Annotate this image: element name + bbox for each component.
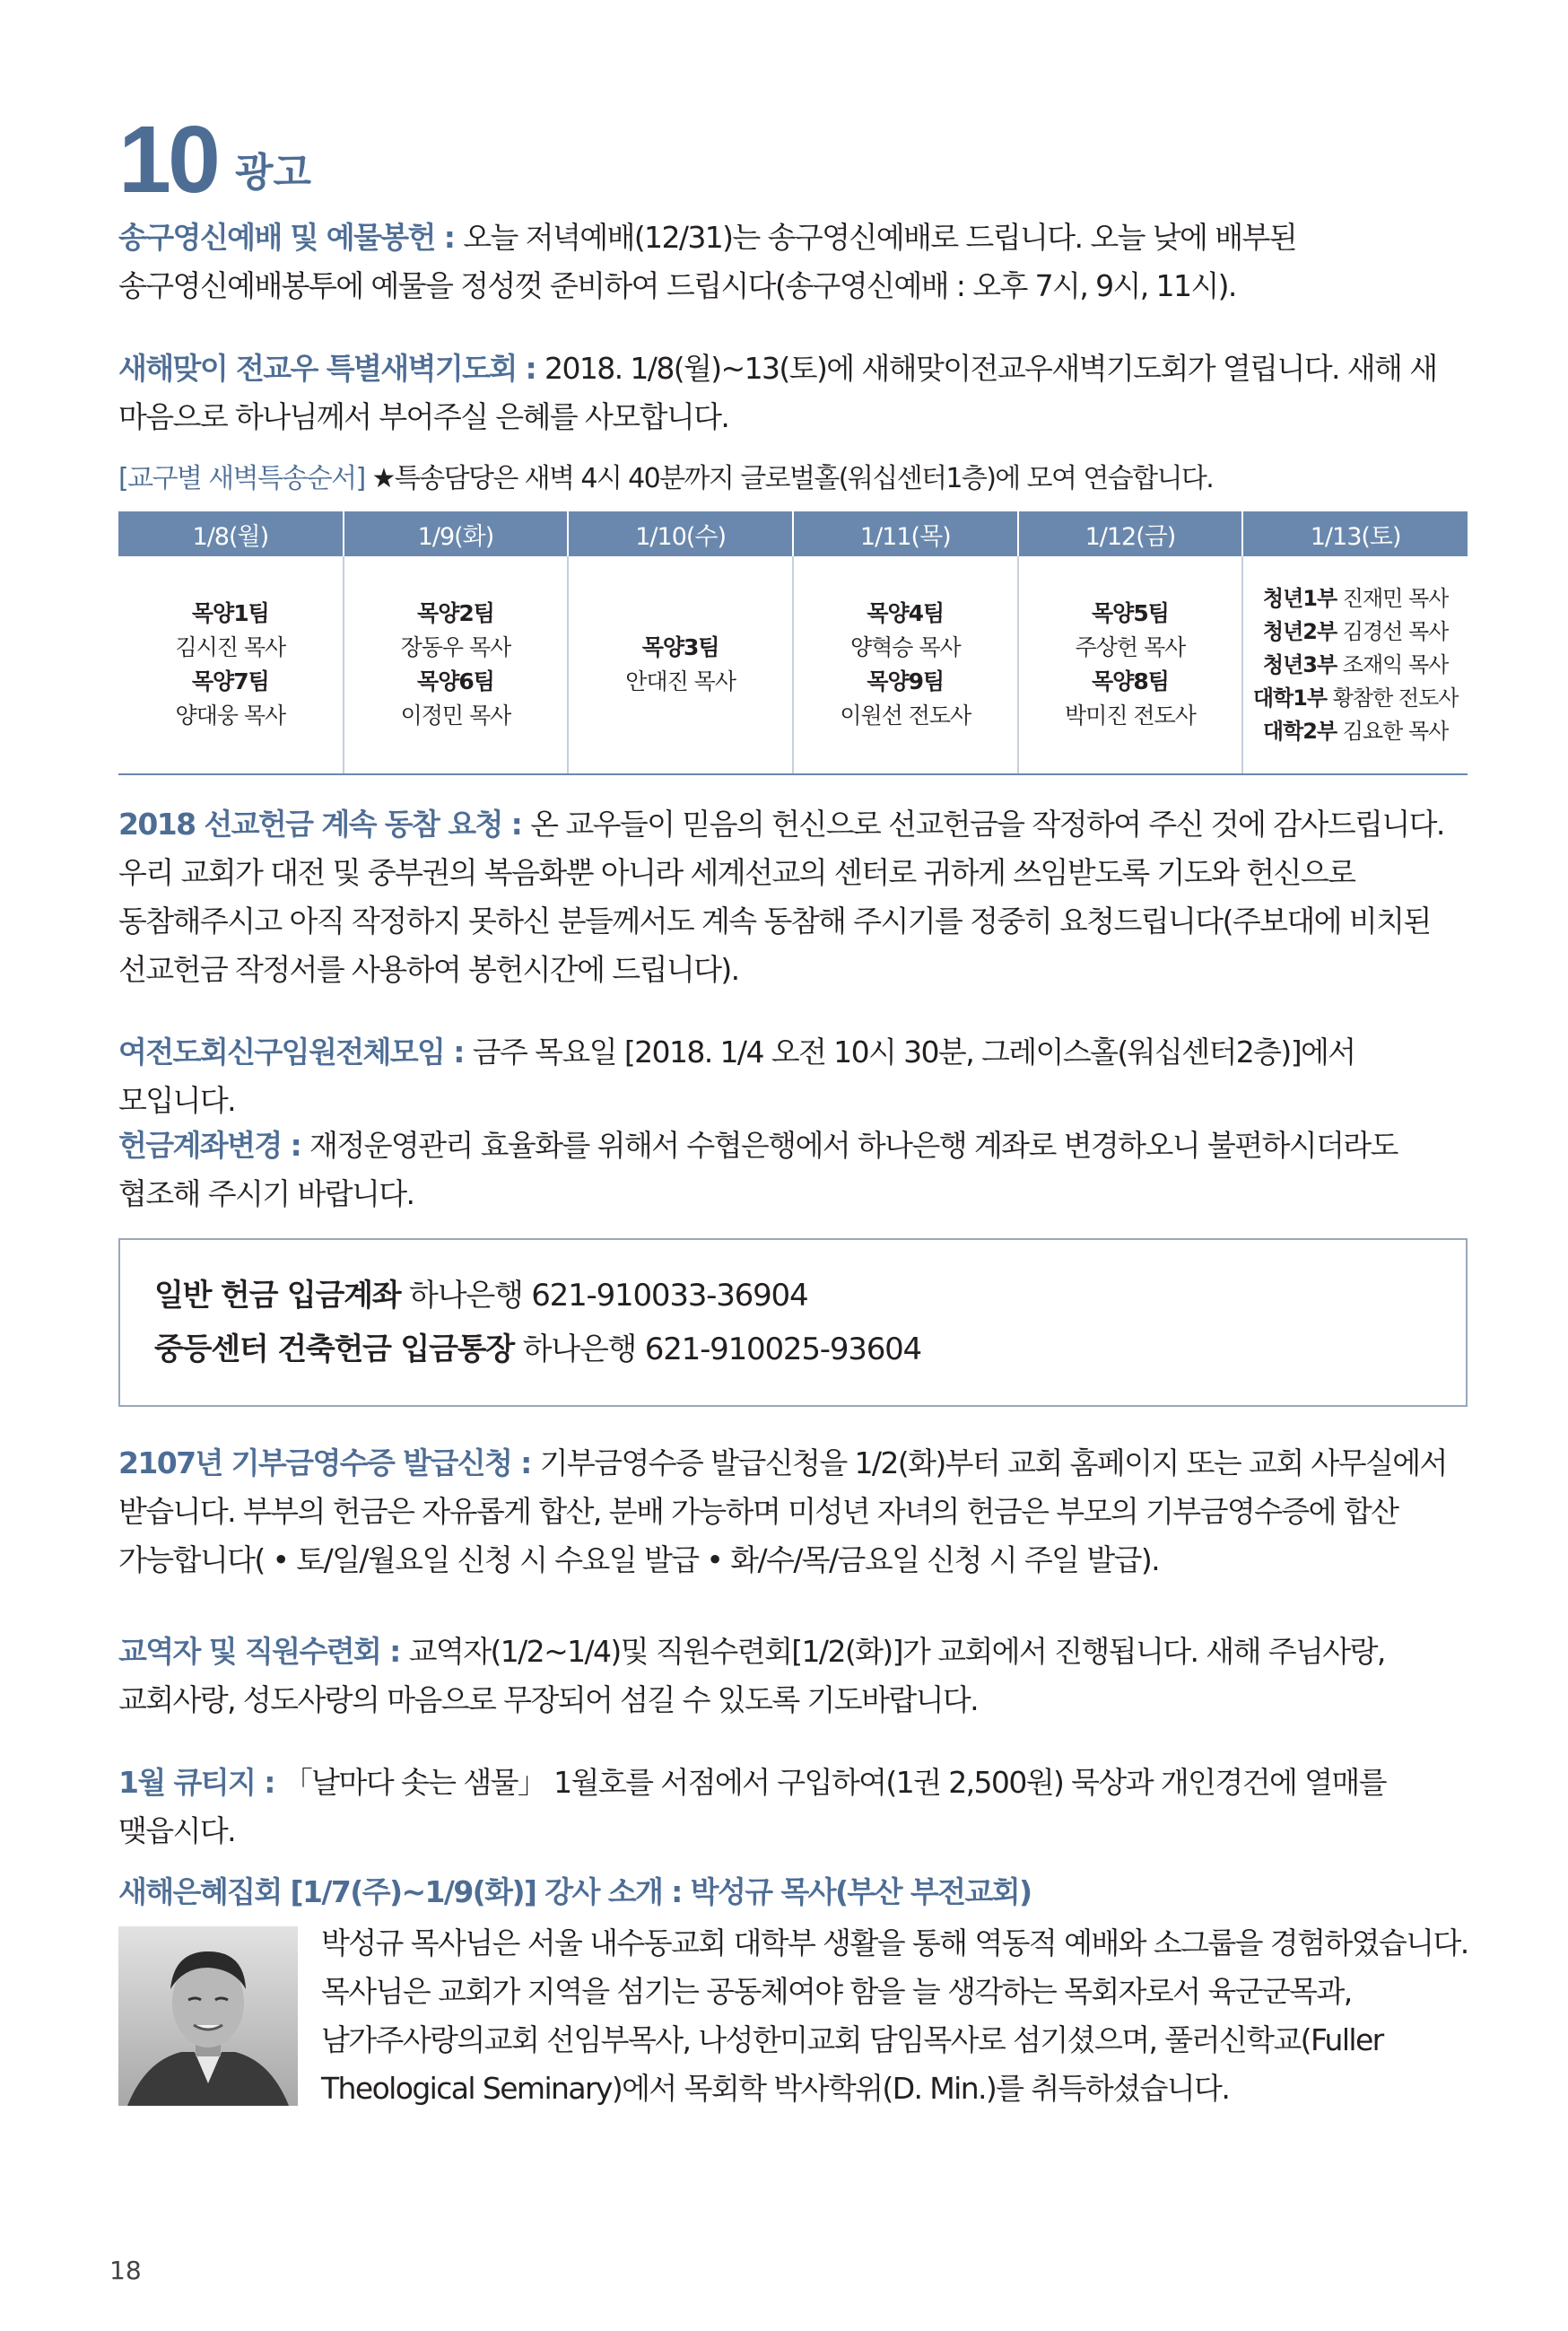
notice-text: 2018. 1/8(월)~13(토)에 새해맞이전교우새벽기도회가 열립니다. 새해 새 마음으로 하나님께서 부어주실 은혜를 사모합니다. bbox=[118, 351, 1437, 434]
speaker-photo bbox=[118, 1926, 298, 2106]
dawn-special-song-note bbox=[118, 456, 1213, 495]
pastor-name: 진재민 목사 bbox=[1337, 585, 1449, 611]
notice-women-mission-meeting bbox=[118, 1028, 1471, 1125]
section-title: 광고 bbox=[235, 150, 312, 196]
speaker-portrait-image bbox=[118, 1926, 298, 2106]
pastor-name: 박미진 전도사 bbox=[1065, 703, 1196, 729]
team-name: 목양8팀 bbox=[1092, 668, 1169, 694]
account-label: 일반 헌금 입금계좌 bbox=[154, 1278, 401, 1314]
notice-text: 「날마다 솟는 샘물」 1월호를 서점에서 구입하여(1권 2,500원) 묵상과 개인경건에 열매를 맺읍시다. bbox=[118, 1765, 1386, 1848]
pastor-name: 황참한 전도사 bbox=[1327, 685, 1459, 711]
team-name: 목양2팀 bbox=[417, 600, 494, 626]
schedule-entry bbox=[1244, 682, 1467, 715]
pastor-name: 안대진 목사 bbox=[625, 668, 736, 694]
page-number: 18 bbox=[109, 2256, 142, 2285]
table-cell bbox=[1242, 556, 1468, 774]
notice-text: 금주 목요일 [2018. 1/4 오전 10시 30분, 그레이스홀(워십센터2층)]에서 모입니다. bbox=[118, 1035, 1355, 1118]
pastor-name: 주상헌 목사 bbox=[1075, 634, 1186, 660]
table-header-cell: 1/12(금) bbox=[1018, 511, 1243, 556]
table-row bbox=[118, 556, 1468, 774]
notice-text: 오늘 저녁예배(12/31)는 송구영신예배로 드립니다. 오늘 낮에 배부된 송구영신예배봉투에 예물을 정성껏 준비하여 드립시다(송구영신예배 : 오후 7시, 9시, 11시). bbox=[118, 220, 1297, 303]
team-name: 목양6팀 bbox=[417, 668, 494, 694]
pastor-name: 김요한 목사 bbox=[1337, 718, 1449, 744]
notice-speaker-title bbox=[118, 1868, 1471, 1916]
bank-account-box bbox=[118, 1238, 1468, 1407]
dept-name: 청년2부 bbox=[1262, 618, 1337, 644]
pastor-name: 김시진 목사 bbox=[175, 634, 286, 660]
pastor-name: 조재익 목사 bbox=[1337, 651, 1449, 677]
schedule-entry bbox=[1244, 615, 1467, 649]
section-number: 10 bbox=[118, 107, 217, 213]
note-text: ★특송담당은 새벽 4시 40분까지 글로벌홀(워십센터1층)에 모여 연습합니다. bbox=[364, 463, 1214, 494]
notice-label: 헌금계좌변경 : bbox=[118, 1128, 310, 1163]
notice-label: 송구영신예배 및 예물봉헌 : bbox=[118, 220, 464, 255]
notice-staff-retreat bbox=[118, 1628, 1471, 1724]
dept-name: 대학2부 bbox=[1262, 718, 1337, 744]
table-cell bbox=[793, 556, 1018, 774]
table-cell bbox=[344, 556, 569, 774]
pastor-name: 김경선 목사 bbox=[1337, 618, 1449, 644]
notice-label: 새해은혜집회 [1/7(주)~1/9(화)] 강사 소개 : 박성규 목사(부산 부전교회) bbox=[118, 1874, 1032, 1909]
team-name: 목양7팀 bbox=[191, 668, 269, 694]
table-cell bbox=[1018, 556, 1243, 774]
speaker-bio-text: 박성규 목사님은 서울 내수동교회 대학부 생활을 통해 역동적 예배와 소그룹을 경험하였습니다. 목사님은 교회가 지역을 섬기는 공동체여야 함을 늘 생각하는 목회자로서 육군군목과, 남가주사랑의교회 선임부목사, 나성한미교회 담임목사로 섬기셨으며, 풀러신학교(Fuller Theological Seminary)에서 목회학 박사학위(D. Min.)를 취득하셨습니다. bbox=[321, 1925, 1468, 2106]
team-name: 목양1팀 bbox=[191, 600, 269, 626]
note-label: [교구별 새벽특송순서] bbox=[118, 463, 365, 494]
schedule-entry bbox=[1244, 715, 1467, 748]
account-label: 중등센터 건축헌금 입금통장 bbox=[154, 1331, 515, 1367]
account-number: 하나은행 621-910025-93604 bbox=[522, 1331, 921, 1367]
table-header-cell: 1/13(토) bbox=[1242, 511, 1468, 556]
notice-text: 온 교우들이 믿음의 헌신으로 선교헌금을 작정하여 주신 것에 감사드립니다. 우리 교회가 대전 및 중부권의 복음화뿐 아니라 세계선교의 센터로 귀하게 쓰임받도록 기도와 헌신으로 동참해주시고 아직 작정하지 못하신 분들께서도 계속 동참해 주시기를 정중히 요청드립니다(주보대에 비치된 선교헌금 작정서를 사용하여 봉헌시간에 드립니다). bbox=[118, 807, 1444, 987]
notice-dawn-prayer bbox=[118, 345, 1471, 441]
table-header-cell: 1/10(수) bbox=[568, 511, 793, 556]
table-header-row bbox=[118, 511, 1468, 556]
notice-text: 기부금영수증 발급신청을 1/2(화)부터 교회 홈페이지 또는 교회 사무실에서 받습니다. 부부의 헌금은 자유롭게 합산, 분배 가능하며 미성년 자녀의 헌금은 부모의 기부금영수증에 합산 가능합니다( • 토/일/월요일 신청 시 수요일 발급 • 화/수/목/금요일 신청 시 주일 발급). bbox=[118, 1445, 1447, 1577]
notice-text: 재정운영관리 효율화를 위해서 수협은행에서 하나은행 계좌로 변경하오니 불편하시더라도 협조해 주시기 바랍니다. bbox=[118, 1128, 1398, 1211]
notice-mission-offering bbox=[118, 800, 1471, 994]
pastor-name: 양대웅 목사 bbox=[175, 703, 286, 729]
team-name: 목양9팀 bbox=[867, 668, 945, 694]
notice-donation-receipt bbox=[118, 1439, 1471, 1585]
notice-label: 1월 큐티지 : bbox=[118, 1765, 283, 1800]
schedule-entry bbox=[1244, 582, 1467, 615]
pastor-name: 양혁승 목사 bbox=[849, 634, 961, 660]
notice-text: 교역자(1/2~1/4)및 직원수련회[1/2(화)]가 교회에서 진행됩니다. 새해 주님사랑, 교회사랑, 성도사랑의 마음으로 무장되어 섬길 수 있도록 기도바랍니다. bbox=[118, 1634, 1385, 1717]
account-row-building bbox=[154, 1324, 921, 1368]
account-row-general bbox=[154, 1270, 807, 1314]
notice-account-change bbox=[118, 1122, 1471, 1218]
speaker-bio bbox=[321, 1919, 1471, 2113]
team-name: 목양5팀 bbox=[1092, 600, 1169, 626]
notice-label: 교역자 및 직원수련회 : bbox=[118, 1634, 409, 1669]
table-header-cell: 1/9(화) bbox=[344, 511, 569, 556]
table-header-cell: 1/11(목) bbox=[793, 511, 1018, 556]
notice-label: 여전도회신구임원전체모임 : bbox=[118, 1035, 473, 1069]
notice-label: 2018 선교헌금 계속 동참 요청 : bbox=[118, 807, 531, 842]
pastor-name: 이정민 목사 bbox=[400, 703, 511, 729]
table-header-cell: 1/8(월) bbox=[118, 511, 344, 556]
pastor-name: 장동우 목사 bbox=[400, 634, 511, 660]
team-name: 목양3팀 bbox=[641, 634, 719, 660]
notice-qt-magazine bbox=[118, 1759, 1471, 1855]
notice-label: 새해맞이 전교우 특별새벽기도회 : bbox=[118, 351, 545, 386]
dept-name: 대학1부 bbox=[1252, 685, 1328, 711]
team-name: 목양4팀 bbox=[867, 600, 945, 626]
account-number: 하나은행 621-910033-36904 bbox=[409, 1278, 808, 1314]
dept-name: 청년1부 bbox=[1262, 585, 1337, 611]
dept-name: 청년3부 bbox=[1262, 651, 1337, 677]
table-cell bbox=[118, 556, 344, 774]
schedule-entry bbox=[1244, 649, 1467, 682]
notice-label: 2107년 기부금영수증 발급신청 : bbox=[118, 1445, 540, 1480]
notice-year-end-service bbox=[118, 214, 1471, 310]
table-cell bbox=[568, 556, 793, 774]
dawn-prayer-schedule-table bbox=[118, 511, 1468, 775]
pastor-name: 이원선 전도사 bbox=[840, 703, 971, 729]
